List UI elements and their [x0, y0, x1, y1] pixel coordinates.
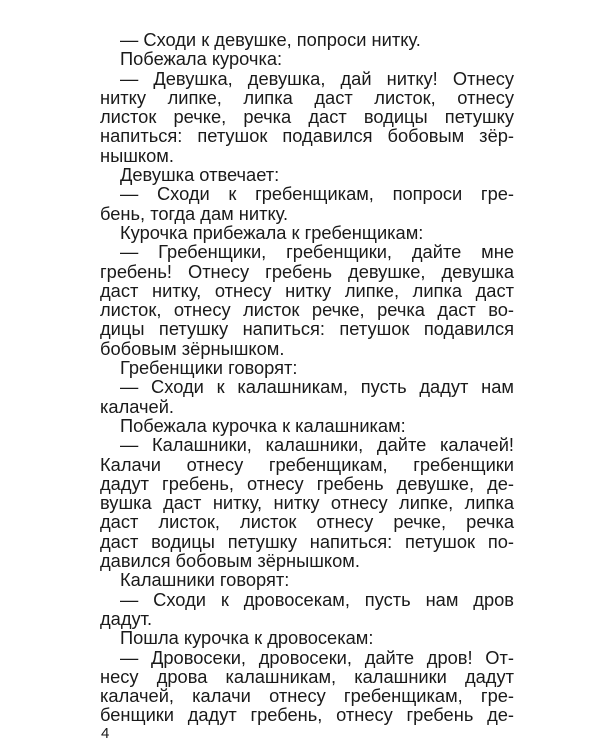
text-line: листок, отнесу листок речке, речка даст во- [100, 299, 514, 321]
text-line: — Девушка, девушка, дай нитку! Отнесу [120, 67, 514, 89]
text-line: — Калашники, калашники, дайте калачей! [120, 434, 514, 456]
text-line: дадут. [100, 607, 153, 629]
text-line: — Сходи к гребенщикам, попроси гре- [120, 183, 514, 205]
text-line: — Гребенщики, гребенщики, дайте мне [120, 241, 514, 263]
text-line: бень, тогда дам нитку. [100, 202, 289, 224]
text-line: напиться: петушок подавился бобовым зёр- [100, 125, 514, 147]
text-line: Курочка прибежала к гребенщикам: [120, 221, 424, 243]
text-line: Калашники говорят: [120, 569, 290, 591]
text-line: даст водицы петушку напиться: петушок по- [100, 530, 514, 552]
text-line: дицы петушку напиться: петушок подавился [100, 318, 514, 340]
text-line: Побежала курочка к калашникам: [120, 414, 406, 436]
text-line: давился бобовым зёрнышком. [100, 550, 360, 572]
page-body [100, 30, 514, 725]
text-line: Побежала курочка: [120, 48, 283, 70]
text-line: Пошла курочка к дровосекам: [120, 627, 374, 649]
text-line: бенщики дадут гребень, отнесу гребень де- [100, 704, 514, 726]
text-line: Девушка отвечает: [120, 164, 280, 186]
text-line: листок речке, речка даст водицы петушку [100, 106, 514, 128]
text-line: — Сходи к калашникам, пусть дадут нам [120, 376, 514, 398]
page-number: 4 [101, 725, 110, 742]
text-line: Гребенщики говорят: [120, 357, 298, 379]
text-line: калачей. [100, 395, 174, 417]
text-line: даст листок, листок отнесу речке, речка [100, 511, 514, 533]
text-line: гребень! Отнесу гребень девушке, девушка [100, 260, 514, 282]
text-line: — Дровосеки, дровосеки, дайте дров! От- [120, 646, 514, 668]
text-line: даст нитку, отнесу нитку липке, липка даст [100, 279, 514, 301]
text-line: дадут гребень, отнесу гребень девушке, де- [100, 472, 514, 494]
text-line: калачей, калачи отнесу гребенщикам, гре- [100, 685, 514, 707]
text-line: нышком. [100, 144, 174, 166]
text-line: Калачи отнесу гребенщикам, гребенщики [100, 453, 514, 475]
text-line: — Сходи к девушке, попроси нитку. [120, 29, 421, 50]
text-line: бобовым зёрнышком. [100, 337, 285, 359]
text-line: — Сходи к дровосекам, пусть нам дров [120, 588, 514, 610]
text-line: несу дрова калашникам, калашники дадут [100, 665, 514, 687]
text-line: нитку липке, липка даст листок, отнесу [100, 86, 514, 108]
text-line: вушка даст нитку, нитку отнесу липке, липка [100, 492, 514, 514]
